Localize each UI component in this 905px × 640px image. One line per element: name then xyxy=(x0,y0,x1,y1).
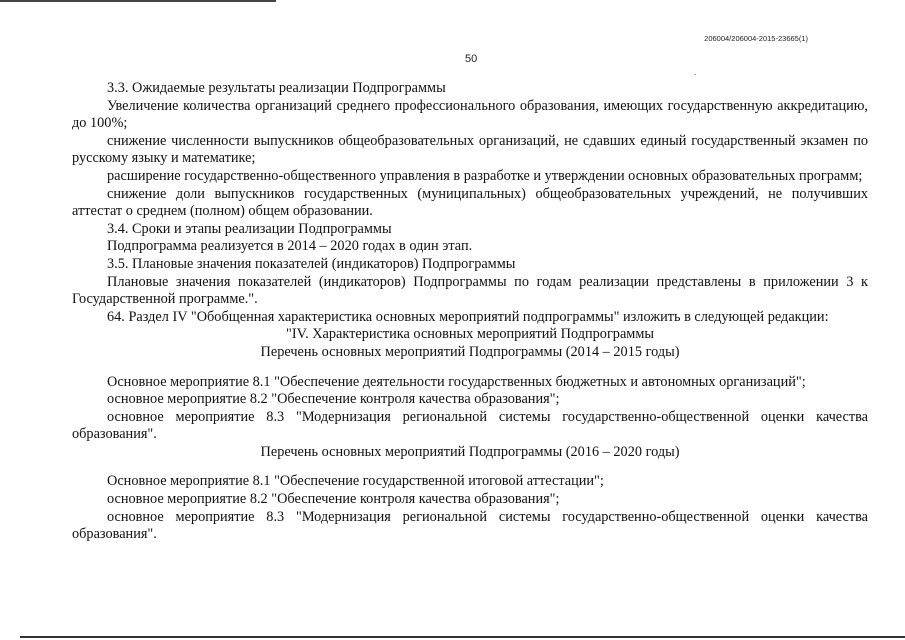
section-3-4-title: 3.4. Сроки и этапы реализации Подпрограммы xyxy=(107,220,392,237)
list-2014-2015-item-2: основное мероприятие 8.2 "Обеспечение контроля качества образования"; xyxy=(107,391,560,408)
bottom-border-line xyxy=(20,636,905,638)
page-number: 50 xyxy=(465,53,478,65)
section-3-5-paragraph: Плановые значения показателей (индикаторов) Подпрограммы по годам реализации представлены в приложении 3 к Государственной программе.". xyxy=(72,273,868,308)
document-code: 206004/206004-2015-23665(1) xyxy=(704,34,808,43)
spacer xyxy=(72,362,868,374)
list-2014-2015-title: Перечень основных мероприятий Подпрограммы (2014 – 2015 годы) xyxy=(260,343,680,360)
top-border-line xyxy=(0,0,276,2)
list-2016-2020-item-3: основное мероприятие 8.3 "Модернизация региональной системы государственно-общественной оценки качества образования". xyxy=(72,508,868,543)
list-2014-2015-item-3: основное мероприятие 8.3 "Модернизация региональной системы государственно-общественной оценки качества образования". xyxy=(72,408,868,443)
spacer xyxy=(72,461,868,473)
list-2016-2020-item-2: основное мероприятие 8.2 "Обеспечение контроля качества образования"; xyxy=(107,491,560,508)
section-3-4-paragraph: Подпрограмма реализуется в 2014 – 2020 годах в один этап. xyxy=(107,238,473,255)
item-64-paragraph: 64. Раздел IV "Обобщенная характеристика основных мероприятий подпрограммы" изложить в следующей редакции: xyxy=(107,308,829,325)
section-3-3-paragraph-2: снижение численности выпускников общеобразовательных организаций, не сдавших единый государственный экзамен по русскому языку и математике; xyxy=(72,132,868,167)
list-2016-2020-item-1: Основное мероприятие 8.1 "Обеспечение государственной итоговой аттестации"; xyxy=(107,473,604,490)
list-2016-2020-title: Перечень основных мероприятий Подпрограммы (2016 – 2020 годы) xyxy=(260,443,680,460)
section-3-3-paragraph-1: Увеличение количества организаций среднего профессионального образования, имеющих государственную аккредитацию, до 100%; xyxy=(72,97,868,132)
document-body xyxy=(72,80,868,544)
section-3-3-paragraph-4: снижение доли выпускников государственных (муниципальных) общеобразовательных учреждений, не получивших аттестат о среднем (полном) общем образовании. xyxy=(72,185,868,220)
list-2014-2015-item-1: Основное мероприятие 8.1 "Обеспечение деятельности государственных бюджетных и автономных организаций"; xyxy=(107,373,806,390)
section-iv-title: "IV. Характеристика основных мероприятий Подпрограммы xyxy=(286,326,654,343)
section-3-3-title: 3.3. Ожидаемые результаты реализации Подпрограммы xyxy=(107,80,446,96)
scan-speck xyxy=(695,74,696,75)
section-3-3-paragraph-3: расширение государственно-общественного управления в разработке и утверждении основных образовательных программ; xyxy=(107,167,863,184)
section-3-5-title: 3.5. Плановые значения показателей (индикаторов) Подпрограммы xyxy=(107,255,516,272)
